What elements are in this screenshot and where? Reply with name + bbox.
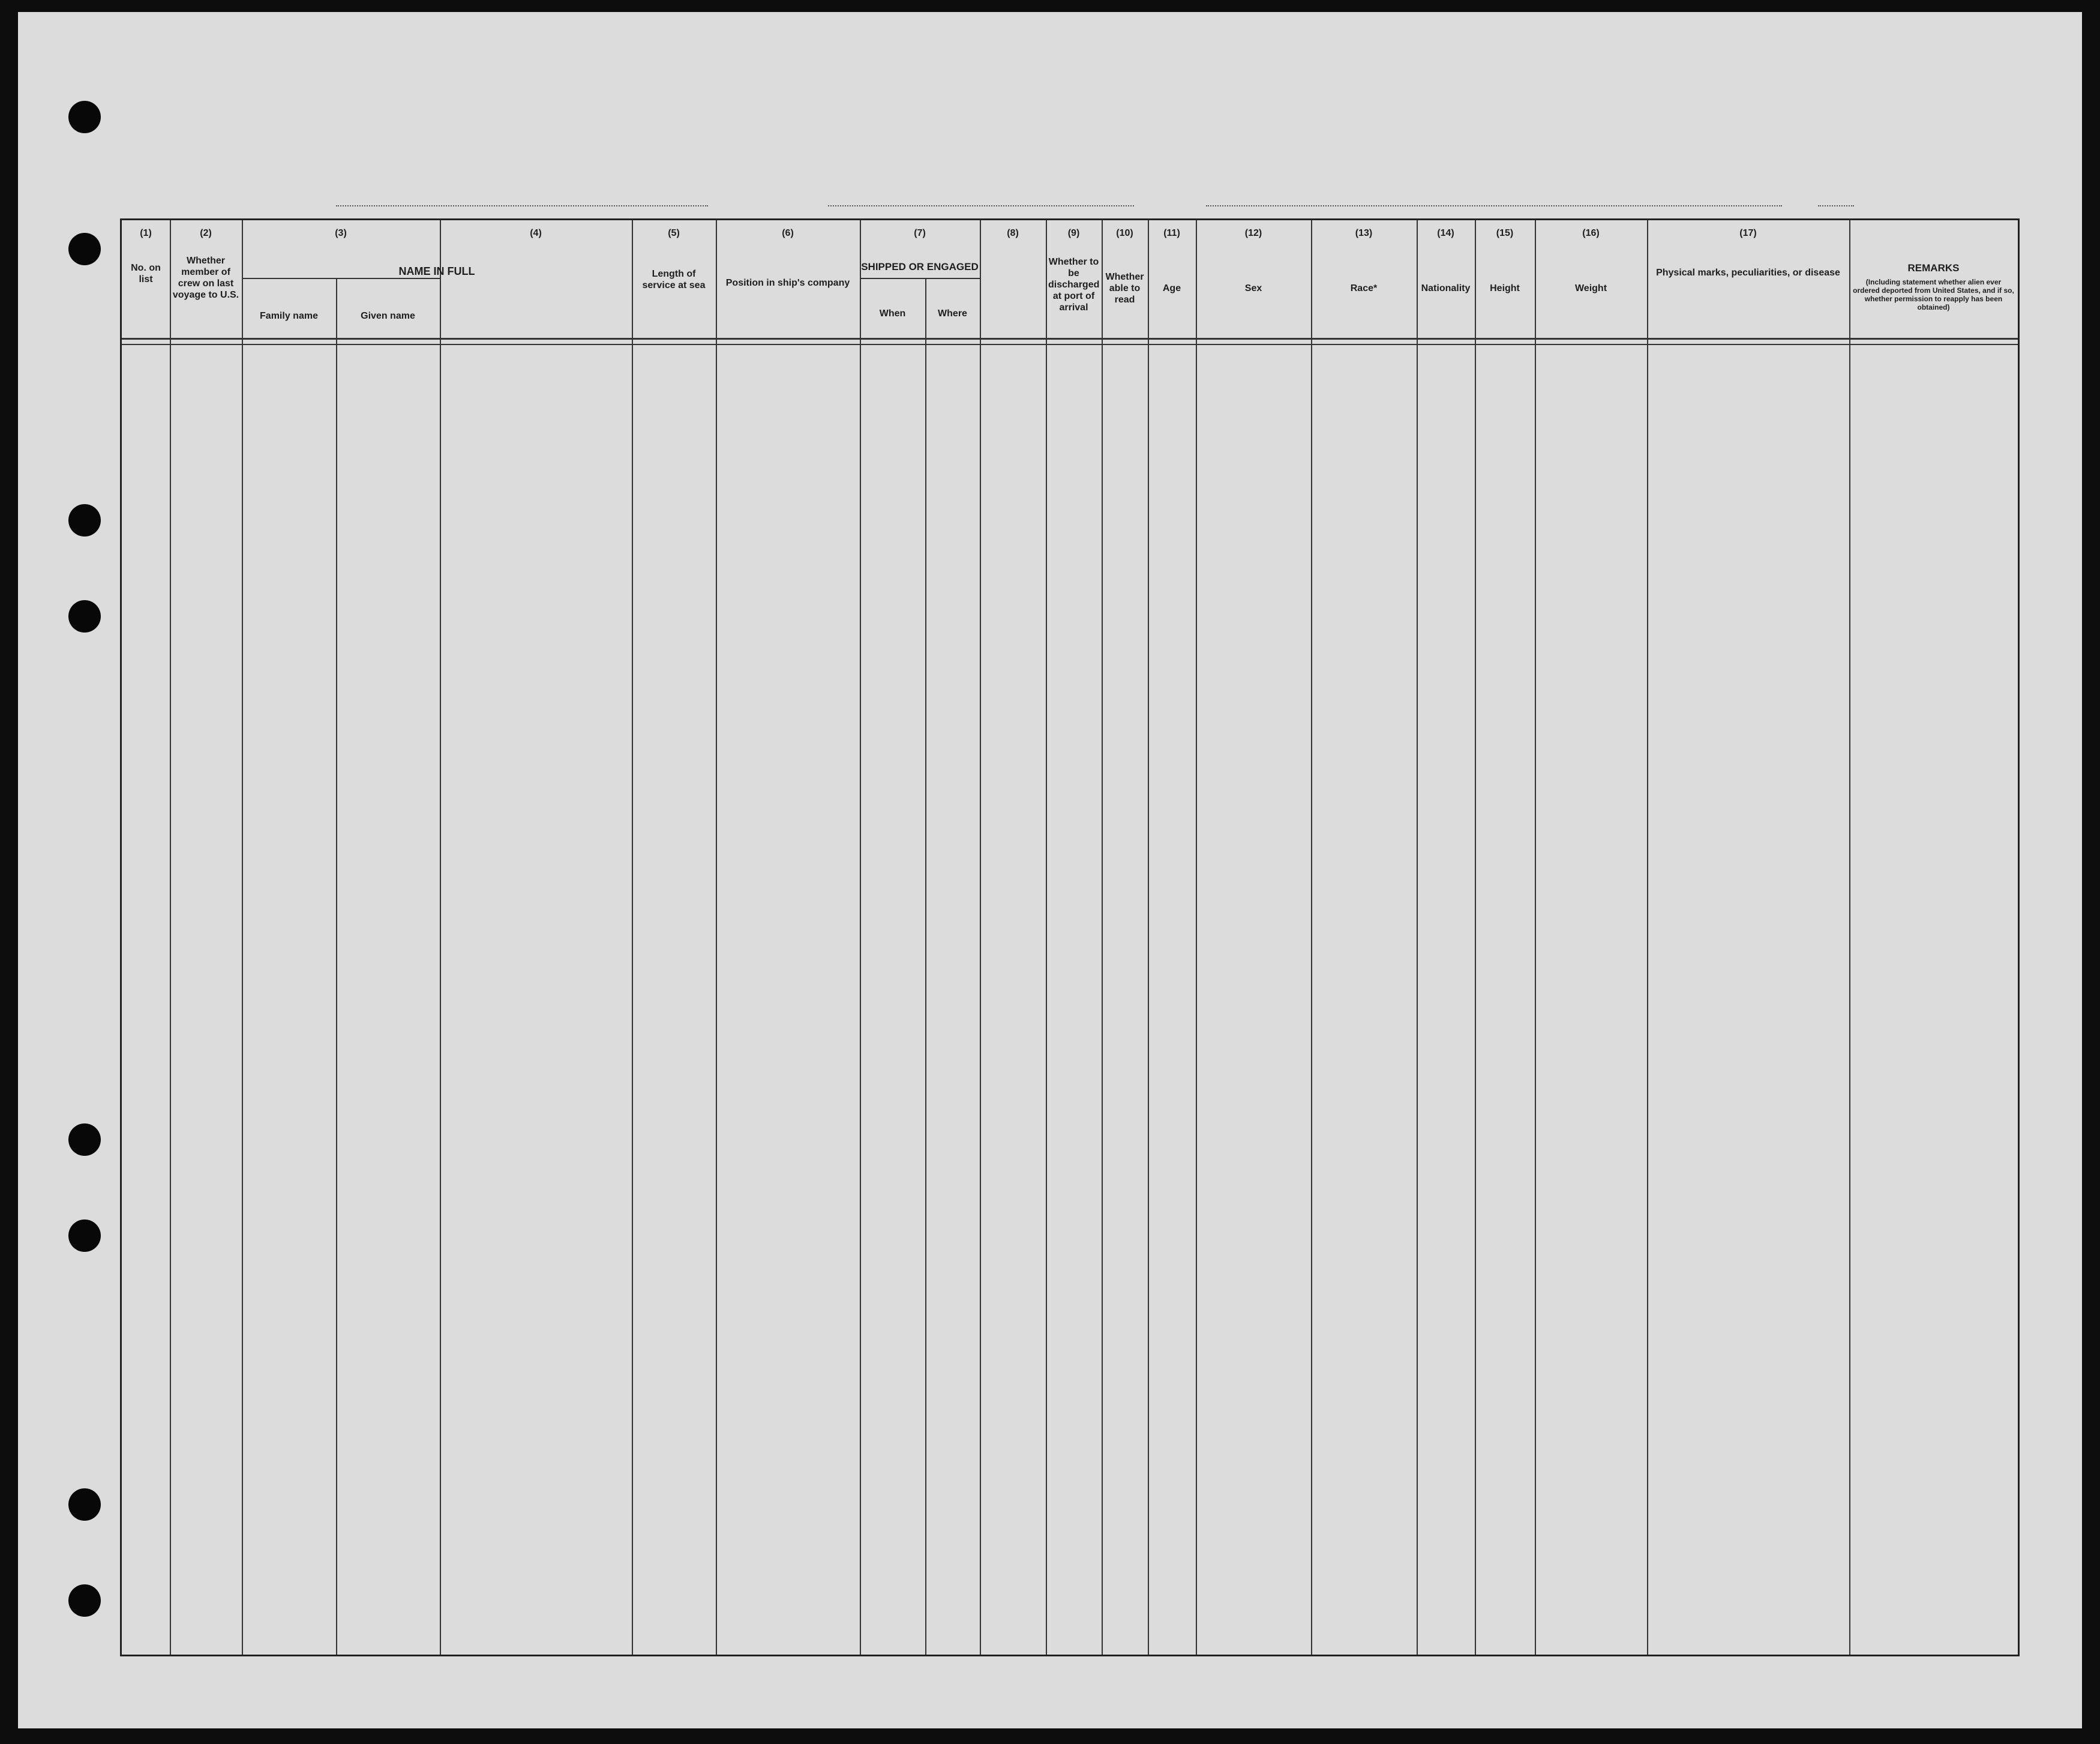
header-position: Position in ship's company bbox=[725, 278, 850, 288]
column-number: (14) bbox=[1437, 228, 1454, 238]
column-number: (4) bbox=[530, 228, 542, 238]
column-rule bbox=[1647, 220, 1648, 1655]
column-number: (16) bbox=[1582, 228, 1600, 238]
header-sex: Sex bbox=[1244, 283, 1262, 293]
header-shipped-engaged: SHIPPED OR ENGAGED bbox=[861, 261, 979, 272]
header-name-in-full: NAME IN FULL bbox=[398, 265, 475, 277]
crew-manifest-table bbox=[120, 218, 2020, 1656]
punch-hole bbox=[68, 504, 101, 537]
punch-hole bbox=[68, 101, 101, 133]
header-remarks-note: (Including statement whether alien ever ordered deported from United States, and if so, whether permission to reapply has been obtained) bbox=[1853, 278, 2014, 311]
punch-hole bbox=[68, 1219, 101, 1252]
column-rule bbox=[980, 220, 981, 1655]
header-rule-double bbox=[122, 344, 2018, 345]
column-number: (5) bbox=[668, 228, 680, 238]
column-number: (15) bbox=[1496, 228, 1514, 238]
header-race: Race* bbox=[1350, 283, 1378, 293]
header-weight: Weight bbox=[1574, 283, 1607, 293]
header-age: Age bbox=[1162, 283, 1181, 293]
header-remarks: REMARKS bbox=[1907, 262, 1960, 274]
column-rule bbox=[1196, 220, 1197, 1655]
column-rule bbox=[632, 220, 633, 1655]
column-rule bbox=[1849, 220, 1850, 1655]
column-number: (10) bbox=[1116, 228, 1133, 238]
column-rule bbox=[440, 220, 441, 1655]
vessel-info-row bbox=[300, 158, 1860, 206]
column-number: (12) bbox=[1244, 228, 1262, 238]
header-nationality: Nationality bbox=[1421, 283, 1471, 293]
year-dotline bbox=[1818, 205, 1854, 206]
column-number: (2) bbox=[200, 228, 212, 238]
punch-hole bbox=[68, 1584, 101, 1617]
header-physical-marks: Physical marks, peculiarities, or disease bbox=[1656, 268, 1840, 278]
column-number: (1) bbox=[140, 228, 152, 238]
column-number: (9) bbox=[1067, 228, 1080, 238]
port-from-dotline bbox=[828, 205, 1134, 206]
header-able-read: Whether able to read bbox=[1105, 272, 1144, 305]
manifest-sheet bbox=[18, 12, 2082, 1728]
header-member-last-voyage: Whether member of crew on last voyage to U.S. bbox=[172, 256, 239, 300]
column-number: (11) bbox=[1163, 228, 1180, 238]
header-given-name: Given name bbox=[361, 311, 415, 321]
punch-hole bbox=[68, 1123, 101, 1156]
column-rule bbox=[1148, 220, 1149, 1655]
name-subheader-rule bbox=[242, 278, 440, 279]
header-no-on-list: No. on list bbox=[131, 263, 161, 284]
column-rule bbox=[1475, 220, 1476, 1655]
port-to-dotline bbox=[1206, 205, 1782, 206]
manifest-footer bbox=[120, 1658, 2016, 1724]
column-rule bbox=[1535, 220, 1536, 1655]
column-number: (7) bbox=[914, 228, 926, 238]
column-rule bbox=[1417, 220, 1418, 1655]
header-rule bbox=[122, 338, 2018, 340]
header-when: When bbox=[879, 308, 906, 319]
subcolumn-rule bbox=[925, 278, 926, 1655]
punch-hole bbox=[68, 1488, 101, 1521]
header-length-service: Length of service at sea bbox=[642, 269, 706, 290]
column-number: (6) bbox=[782, 228, 794, 238]
column-rule bbox=[1102, 220, 1103, 1655]
column-rule bbox=[242, 220, 243, 1655]
column-rule bbox=[716, 220, 717, 1655]
subcolumn-rule bbox=[336, 278, 337, 1655]
header-height: Height bbox=[1490, 283, 1520, 293]
column-number: (3) bbox=[335, 228, 347, 238]
column-number: (17) bbox=[1739, 228, 1757, 238]
header-where: Where bbox=[938, 308, 967, 319]
shipped-subheader-rule bbox=[860, 278, 980, 279]
header-family-name: Family name bbox=[260, 311, 318, 321]
column-rule bbox=[1046, 220, 1047, 1655]
column-rule bbox=[170, 220, 171, 1655]
punch-hole bbox=[68, 600, 101, 633]
column-number: (8) bbox=[1007, 228, 1019, 238]
punch-hole bbox=[68, 233, 101, 265]
vessel-dotline bbox=[336, 205, 708, 206]
header-discharged: Whether to be discharged at port of arrival bbox=[1048, 257, 1100, 313]
column-number: (13) bbox=[1355, 228, 1373, 238]
column-rule bbox=[1311, 220, 1312, 1655]
column-rule bbox=[860, 220, 861, 1655]
